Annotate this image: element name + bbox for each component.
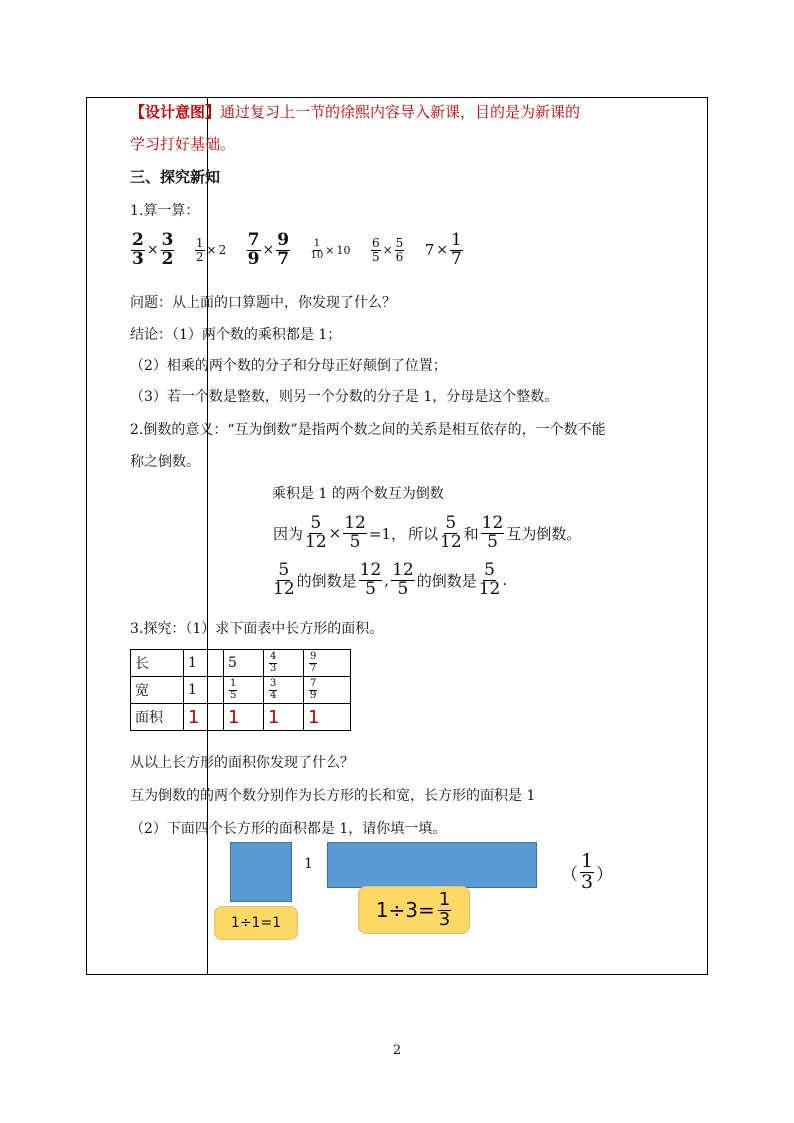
meaning-line2: 称之倒数。	[130, 454, 200, 470]
table-row	[131, 704, 351, 731]
explore-task2: （2）下面四个长方形的面积都是 1，请你填一填。	[130, 821, 447, 837]
square-rectangle	[230, 842, 292, 902]
section-title: 三、探究新知	[130, 168, 221, 186]
area-answer: 1	[224, 704, 264, 731]
table-cell: 1	[184, 677, 224, 704]
design-intent-line2: 学习打好基础。	[130, 135, 236, 153]
table-cell: $\frac{7}{9}$	[304, 677, 351, 704]
explore-finding: 互为倒数的的两个数分别作为长方形的长和宽，长方形的面积是 1	[130, 788, 536, 804]
calc-expr-1: $\frac{2}{3}$ × $\frac{3}{2}$	[132, 230, 174, 269]
calc-expr-6: 7 × $\frac{1}{7}$	[424, 230, 462, 269]
table-row	[131, 677, 351, 704]
row-label: 面积	[131, 704, 184, 731]
meaning-line1: 2.倒数的意义：“互为倒数”是指两个数之间的关系是相互依存的，一个数不能	[130, 422, 606, 438]
table-cell: $\frac{4}{3}$	[264, 650, 304, 677]
row-label: 宽	[131, 677, 184, 704]
reciprocal-definition: 乘积是 1 的两个数互为倒数	[272, 486, 444, 502]
calc-expr-2: $\frac{1}{2}$ × 2	[195, 236, 227, 264]
reciprocal-of-line: $\frac{5}{12}$ 的倒数是 $\frac{12}{5}$ , $\frac{12}{5}$ 的倒数是 $\frac{5}{12}$ .	[273, 560, 508, 599]
question-text: 问题：从上面的口算题中，你发现了什么？	[130, 295, 396, 311]
conclusion-2: （2）相乘的两个数的分子和分母正好颠倒了位置；	[130, 358, 447, 374]
table-cell: 5	[224, 650, 264, 677]
rectangle-table	[130, 649, 351, 731]
calc-expr-5: $\frac{6}{5}$ × $\frac{5}{6}$	[371, 236, 404, 264]
bubble2-expression: 1÷3=	[375, 898, 435, 922]
conclusion-3: （3）若一个数是整数，则另一个分数的分子是 1，分母是这个整数。	[130, 389, 559, 405]
explore-heading: 3.探究：（1）求下面表中长方形的面积。	[130, 621, 384, 637]
design-intent-label: 【设计意图】	[130, 103, 221, 121]
table-cell: $\frac{9}{7}$	[304, 650, 351, 677]
page-number: 2	[392, 1043, 402, 1058]
calc-expr-3: $\frac{7}{9}$ × $\frac{9}{7}$	[247, 230, 290, 269]
calc-heading: 1.算一算：	[130, 203, 200, 219]
design-intent-text1: 通过复习上一节的徐熙内容导入新课，目的是为新课的	[220, 103, 581, 121]
calc-expr-4: $\frac{1}{10}$ × 10	[310, 238, 351, 261]
explore-question: 从以上长方形的面积你发现了什么？	[130, 755, 354, 771]
area-answer: 1	[304, 704, 351, 731]
table-cell: $\frac{1}{5}$	[224, 677, 264, 704]
table-cell: 1	[184, 650, 224, 677]
conclusion-1: 结论：（1）两个数的乘积都是 1；	[130, 327, 342, 343]
answer-bubble-2	[358, 886, 470, 934]
table-row	[131, 650, 351, 677]
paren-answer: （ $\frac{1}{3}$ ）	[561, 850, 614, 893]
answer-bubble-1: 1÷1=1	[214, 906, 298, 940]
because-line: 因为 $\frac{5}{12}$ × $\frac{12}{5}$ =1， 所以 $\frac{5}{12}$ 和 $\frac{12}{5}$ 互为倒数。	[273, 513, 582, 552]
long-rectangle	[327, 842, 537, 888]
row-label: 长	[131, 650, 184, 677]
design-intent-line1	[130, 101, 580, 122]
column-divider	[207, 98, 208, 974]
calc-expressions	[130, 232, 478, 269]
table-cell: $\frac{3}{4}$	[264, 677, 304, 704]
area-answer: 1	[264, 704, 304, 731]
side-length-label: 1	[304, 856, 313, 872]
bubble2-fraction: $\frac{1}{3}$	[438, 888, 451, 930]
area-answer: 1	[184, 704, 224, 731]
